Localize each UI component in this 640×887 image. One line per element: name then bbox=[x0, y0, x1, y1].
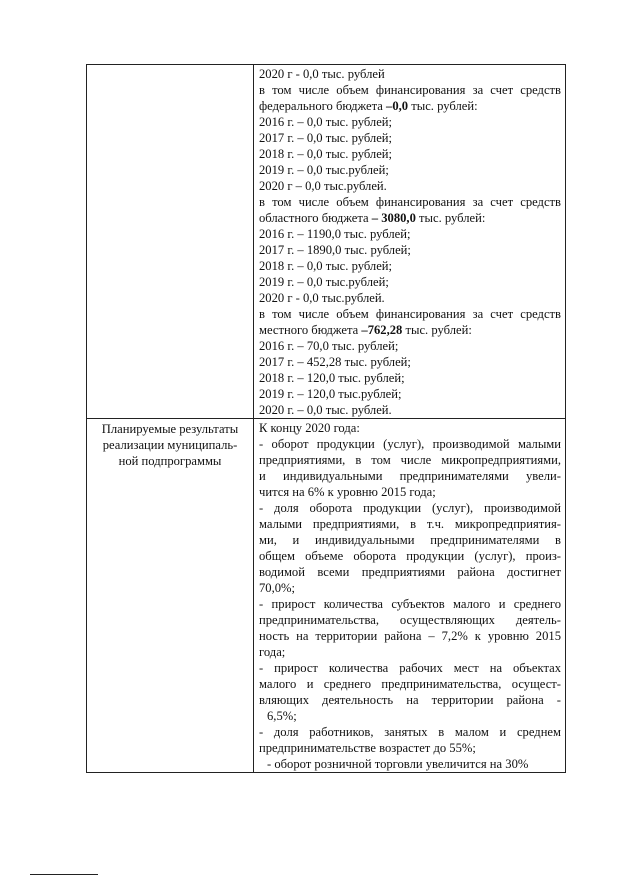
result-line: года; bbox=[259, 645, 286, 659]
funding-label-cell bbox=[87, 65, 254, 419]
funding-row bbox=[87, 65, 566, 419]
result-line: и индивидуальными предпринимателями увели- bbox=[259, 469, 561, 483]
result-line: - прирост количества субъектов малого и среднего bbox=[259, 597, 561, 611]
funding-line: 2020 г – 0,0 тыс.рублей. bbox=[259, 179, 387, 193]
result-line: предпринимательства, осуществляющих деятель- bbox=[259, 613, 561, 627]
result-line: ми, и индивидуальными предпринимателями в bbox=[259, 533, 561, 547]
funding-line: 2017 г. – 1890,0 тыс. рублей; bbox=[259, 243, 411, 257]
result-line: 6,5%; bbox=[267, 709, 297, 723]
result-line: вляющих деятельность на территории района - bbox=[259, 693, 561, 707]
funding-line: 2016 г. – 1190,0 тыс. рублей; bbox=[259, 227, 411, 241]
funding-line: 2020 г. – 0,0 тыс. рублей. bbox=[259, 403, 392, 417]
funding-line: 2017 г. – 0,0 тыс. рублей; bbox=[259, 131, 393, 145]
result-line: малыми предприятиями, в т.ч. микропредприятия- bbox=[259, 517, 561, 531]
result-line: - доля работников, занятых в малом и среднем bbox=[259, 725, 561, 739]
results-label bbox=[87, 419, 253, 469]
result-line: - оборот продукции (услуг), производимой малыми bbox=[259, 437, 561, 451]
result-line: чится на 6% к уровню 2015 года; bbox=[259, 485, 436, 499]
funding-line: 2018 г. – 0,0 тыс. рублей; bbox=[259, 259, 393, 273]
funding-line: 2019 г. – 120,0 тыс.рублей; bbox=[259, 387, 402, 401]
results-text bbox=[254, 419, 565, 772]
funding-line: федерального бюджета –0,0 тыс. рублей: bbox=[259, 99, 478, 113]
funding-line: 2018 г. – 120,0 тыс. рублей; bbox=[259, 371, 405, 385]
footnote-rule bbox=[30, 874, 98, 875]
results-cell bbox=[254, 419, 566, 773]
funding-text bbox=[254, 65, 565, 418]
funding-line: 2017 г. – 452,28 тыс. рублей; bbox=[259, 355, 411, 369]
funding-line: в том числе объем финансирования за счет средств bbox=[259, 195, 561, 209]
results-label-line: ной подпрограммы bbox=[118, 454, 222, 468]
results-label-cell bbox=[87, 419, 254, 773]
result-line: К концу 2020 года: bbox=[259, 421, 360, 435]
results-label-line: реализации муниципаль- bbox=[102, 438, 238, 452]
result-line: ность на территории района – 7,2% к уровню 2015 bbox=[259, 629, 561, 643]
result-line: предприятиями, в том числе микропредприятиями, bbox=[259, 453, 561, 467]
funding-line: 2019 г. – 0,0 тыс.рублей; bbox=[259, 275, 389, 289]
program-table bbox=[86, 64, 566, 773]
results-label-line: Планируемые результаты bbox=[101, 422, 239, 436]
funding-line: в том числе объем финансирования за счет средств bbox=[259, 307, 561, 321]
funding-line: местного бюджета –762,28 тыс. рублей: bbox=[259, 323, 472, 337]
result-line: предпринимательстве возрастет до 55%; bbox=[259, 741, 476, 755]
funding-line: 2020 г - 0,0 тыс.рублей. bbox=[259, 291, 385, 305]
funding-line: областного бюджета – 3080,0 тыс. рублей: bbox=[259, 211, 486, 225]
result-line: 70,0%; bbox=[259, 581, 296, 595]
result-line: малого и среднего предпринимательства, осущест- bbox=[259, 677, 561, 691]
funding-line: 2018 г. – 0,0 тыс. рублей; bbox=[259, 147, 393, 161]
result-line: водимой всеми предприятиями района достигнет bbox=[259, 565, 561, 579]
funding-line: 2019 г. – 0,0 тыс.рублей; bbox=[259, 163, 389, 177]
funding-line: 2016 г. – 70,0 тыс. рублей; bbox=[259, 339, 399, 353]
result-line: - доля оборота продукции (услуг), производимой bbox=[259, 501, 561, 515]
funding-cell bbox=[254, 65, 566, 419]
funding-line: в том числе объем финансирования за счет средств bbox=[259, 83, 561, 97]
funding-line: 2020 г - 0,0 тыс. рублей bbox=[259, 67, 385, 81]
results-row bbox=[87, 419, 566, 773]
result-line: - оборот розничной торговли увеличится на 30% bbox=[267, 757, 529, 771]
result-line: общем объеме оборота продукции (услуг), произ- bbox=[259, 549, 561, 563]
result-line: - прирост количества рабочих мест на объектах bbox=[259, 661, 561, 675]
funding-line: 2016 г. – 0,0 тыс. рублей; bbox=[259, 115, 393, 129]
